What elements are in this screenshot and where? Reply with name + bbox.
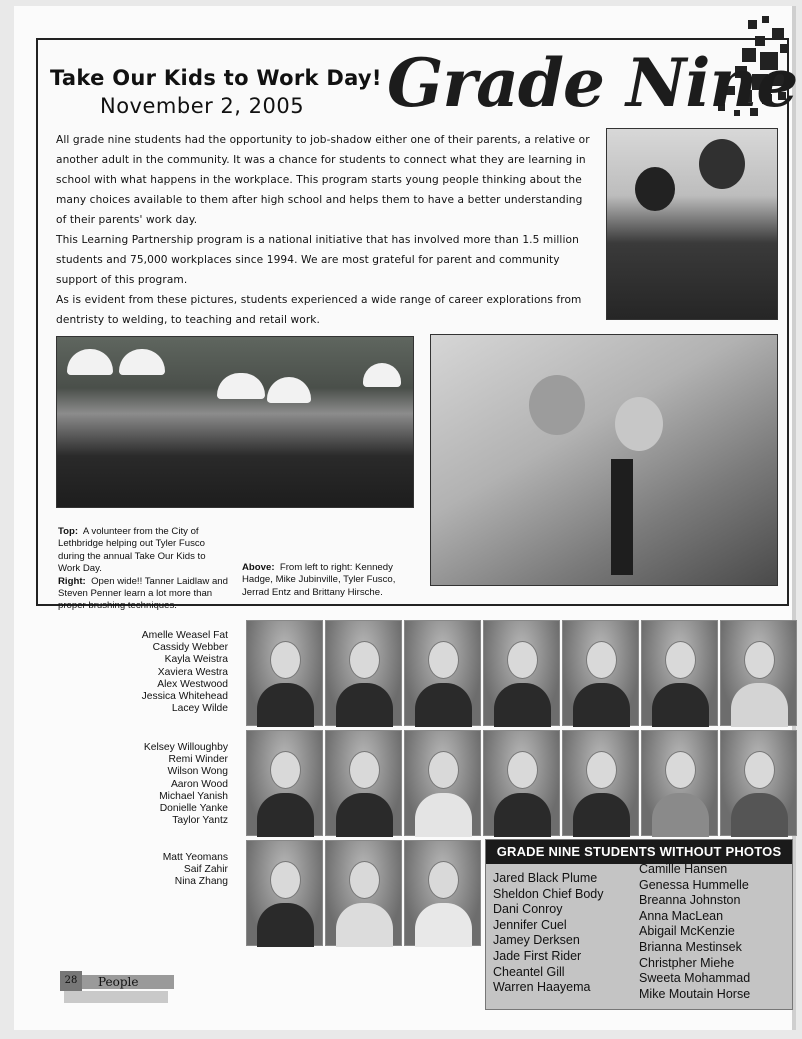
student-portrait bbox=[483, 620, 560, 726]
intro-paragraph: All grade nine students had the opportunity to job-shadow either one of their parents, a relative or another adult in the community. It was a chance for students to connect what they are learning in school with what happens in the workplace. This program starts young people thinking about the many choices available to them after high school and helps them to have a better understanding of their parents' work day. bbox=[56, 134, 590, 226]
student-name: Wilson Wong bbox=[167, 766, 228, 778]
students-without-photos-box bbox=[485, 839, 793, 1010]
student-name: Sweeta Mohammad bbox=[639, 971, 751, 986]
student-name: Sheldon Chief Body bbox=[493, 886, 604, 901]
student-name: Jamey Derksen bbox=[493, 933, 580, 948]
student-name: Michael Yanish bbox=[159, 790, 228, 802]
footer-shadow bbox=[64, 991, 168, 1003]
student-portrait bbox=[562, 620, 639, 726]
student-portrait bbox=[720, 620, 797, 726]
student-portrait bbox=[641, 620, 718, 726]
student-portrait bbox=[404, 840, 481, 946]
student-portrait bbox=[325, 730, 402, 836]
event-title: Take Our Kids to Work Day! bbox=[50, 66, 382, 90]
student-portrait bbox=[404, 620, 481, 726]
student-portrait bbox=[720, 730, 797, 836]
student-portrait bbox=[562, 730, 639, 836]
student-name: Nina Zhang bbox=[174, 876, 228, 888]
student-name: Jared Black Plume bbox=[493, 871, 598, 885]
page-footer bbox=[60, 971, 176, 991]
student-name: Camille Hansen bbox=[639, 862, 728, 876]
student-name: Christpher Miehe bbox=[639, 955, 735, 970]
intro-paragraph: This Learning Partnership program is a national initiative that has involved more than 1.5 million students and 75,000 workplaces since 1994. We are most grateful for parent and community support of this program. bbox=[56, 234, 579, 286]
caption-text: A volunteer from the City of Lethbridge helping out Tyler Fusco during the annual Take Our Kids to Work Day. bbox=[58, 526, 206, 575]
student-name: Alex Westwood bbox=[157, 678, 228, 690]
student-name: Jessica Whitehead bbox=[141, 691, 228, 703]
student-name: Warren Haayema bbox=[493, 980, 591, 995]
caption-label: Above: bbox=[242, 562, 275, 573]
student-portrait bbox=[641, 730, 718, 836]
without-photos-column-1 bbox=[493, 871, 604, 996]
student-name: Abigail McKenzie bbox=[639, 924, 735, 939]
student-name: Taylor Yantz bbox=[172, 815, 228, 827]
student-portrait bbox=[246, 730, 323, 836]
student-name: Remi Winder bbox=[168, 754, 228, 766]
section-title: Grade Nine bbox=[387, 44, 798, 122]
student-name: Breanna Johnston bbox=[639, 893, 741, 908]
student-portrait bbox=[246, 620, 323, 726]
student-name: Kelsey Willoughby bbox=[143, 742, 228, 753]
section-label: People bbox=[82, 975, 174, 989]
event-date: November 2, 2005 bbox=[100, 94, 305, 118]
student-name: Cheantel Gill bbox=[493, 964, 565, 979]
student-name: Mike Moutain Horse bbox=[639, 986, 751, 1001]
portrait-names-row-2 bbox=[70, 742, 228, 827]
student-name: Amelle Weasel Fat bbox=[141, 630, 228, 641]
student-name: Matt Yeomans bbox=[162, 852, 228, 863]
without-photos-column-2 bbox=[639, 862, 750, 1002]
student-portrait bbox=[246, 840, 323, 946]
student-portrait bbox=[404, 730, 481, 836]
student-name: Lacey Wilde bbox=[171, 703, 228, 715]
welding-photo bbox=[606, 128, 778, 320]
student-name: Brianna Mestinsek bbox=[639, 939, 742, 954]
without-photos-heading: GRADE NINE STUDENTS WITHOUT PHOTOS bbox=[486, 840, 792, 864]
student-name: Xaviera Westra bbox=[157, 666, 228, 678]
student-name: Cassidy Webber bbox=[152, 642, 228, 654]
caption-top-right bbox=[58, 526, 230, 613]
student-name: Donielle Yanke bbox=[159, 803, 228, 815]
student-name: Kayla Weistra bbox=[164, 654, 228, 666]
portrait-names-row-3 bbox=[70, 852, 228, 889]
caption-label: Right: bbox=[58, 575, 86, 587]
portrait-names-row-1 bbox=[70, 630, 228, 715]
caption-text: From left to right: Kennedy Hadge, Mike Jubinville, Tyler Fusco, Jerrad Entz and Brittany Hirsche. bbox=[242, 562, 396, 598]
caption-label: Top: bbox=[58, 526, 79, 537]
intro-text bbox=[56, 130, 592, 330]
page-number: 28 bbox=[60, 971, 82, 991]
dentist-photo bbox=[430, 334, 778, 586]
student-name: Dani Conroy bbox=[493, 902, 563, 917]
student-portrait bbox=[483, 730, 560, 836]
student-name: Genessa Hummelle bbox=[639, 877, 749, 892]
student-portrait bbox=[325, 840, 402, 946]
student-name: Anna MacLean bbox=[639, 908, 724, 923]
student-name: Jade First Rider bbox=[493, 948, 582, 963]
hardhat-group-photo bbox=[56, 336, 414, 508]
student-name: Jennifer Cuel bbox=[493, 917, 567, 932]
student-name: Saif Zahir bbox=[183, 864, 228, 876]
student-portrait bbox=[325, 620, 402, 726]
caption-text: Open wide!! Tanner Laidlaw and Steven Penner learn a lot more than proper brushing techniques. bbox=[58, 575, 228, 612]
intro-paragraph: As is evident from these pictures, students experienced a wide range of career explorations from dentristy to welding, to teaching and retail work. bbox=[56, 294, 582, 326]
student-name: Aaron Wood bbox=[170, 778, 228, 790]
caption-above bbox=[242, 562, 420, 599]
